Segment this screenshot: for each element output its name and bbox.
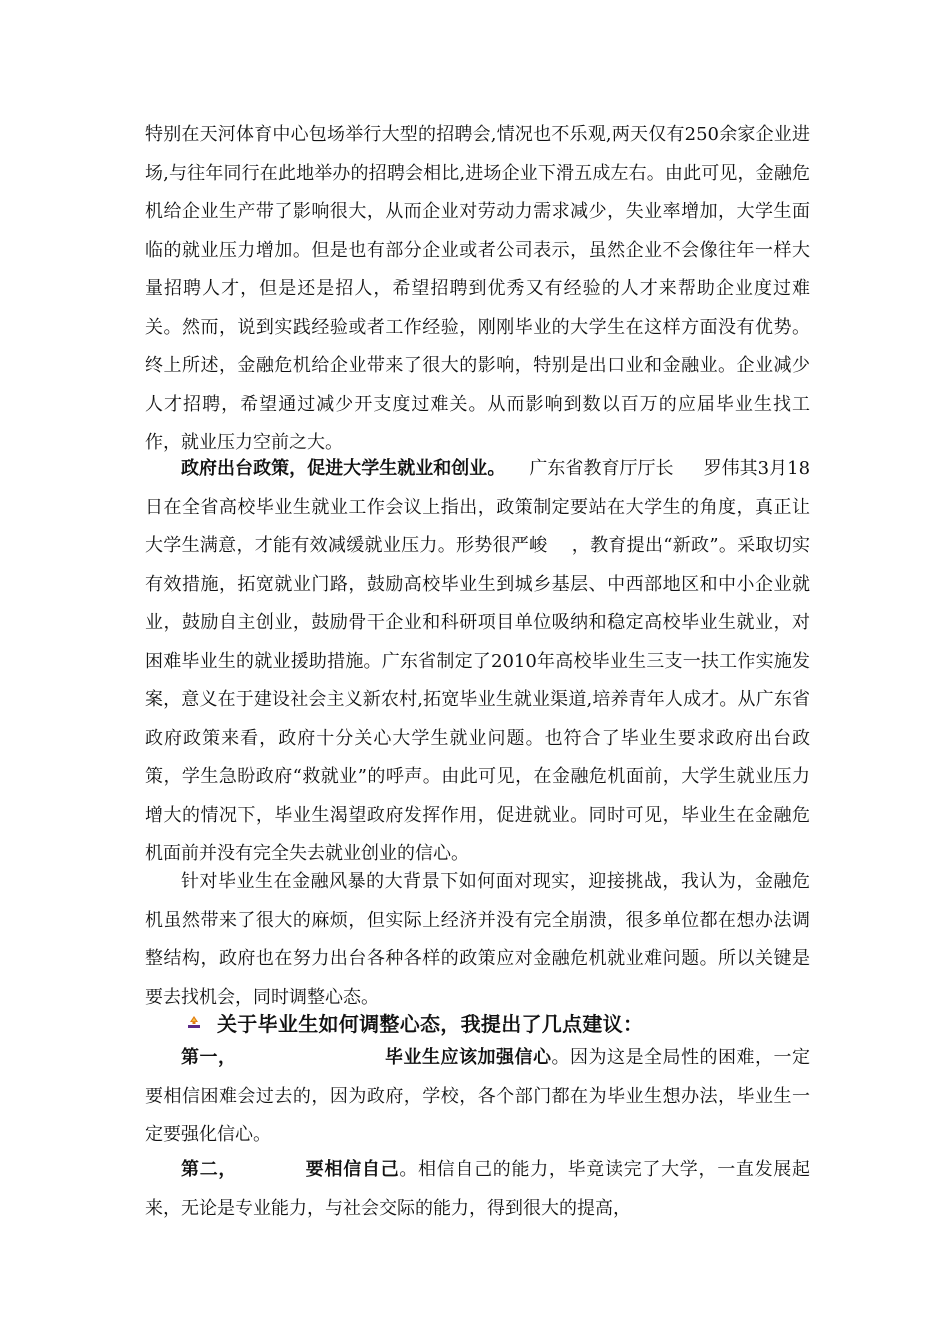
section-heading — [185, 1002, 825, 1042]
suggestion-title: 要相信自己 — [305, 1159, 400, 1180]
paragraph-employment-impact — [145, 116, 810, 463]
suggestion-label: 第二， — [181, 1159, 238, 1180]
suggestion-second — [145, 1151, 810, 1228]
paragraph-government-policy — [145, 450, 810, 874]
suggestion-first — [145, 1039, 810, 1155]
suggestion-title: 毕业生应该加强信心 — [384, 1047, 552, 1068]
paragraph-recommendation-intro — [145, 863, 810, 1017]
suggestion-body: 。相信自己的能力，毕竟读完了大学，一直发展起来，无论是专业能力，与社会交际的能力，得到很大的提高， — [145, 1159, 811, 1219]
paragraph-lead-bold: 政府出台政策，促进大学生就业和创业。 — [181, 458, 506, 479]
paragraph-text: 针对毕业生在金融风暴的大背景下如何面对现实，迎接挑战，我认为，金融危机虽然带来了很大的麻烦，但实际上经济并没有完全崩溃，很多单位都在想办法调整结构，政府也在努力出台各种各样的政策应对金融危机就业难问题。所以关键是要去找机会，同时调整心态。 — [145, 871, 810, 1008]
paragraph-text-c: ，教育提出“新政”。采取切实有效措施，拓宽就业门路，鼓励高校毕业生到城乡基层、中西部地区和中小企业就业，鼓励自主创业，鼓励骨干企业和科研项目单位吸纳和稳定高校毕业生就业，对困难毕业生的就业援助措施。广东省制定了2010年高校毕业生三支一扶工作实施发案，意义在于建设社会主义新农村,拓宽毕业生就业渠道,培养青年人成才。从广东省政府政策来看，政府十分关心大学生就业问题。也符合了毕业生要求政府出台政策，学生急盼政府“救就业”的呼声。由此可见，在金融危机面前，大学生就业压力增大的情况下，毕业生渴望政府发挥作用，促进就业。同时可见，毕业生在金融危机面前并没有完全失去就业创业的信心。 — [145, 535, 811, 864]
paragraph-text-b: 罗伟其3月18日在全省高校毕业生就业工作会议上指出，政策制定要站在大学生的角度，真正让大学生满意，才能有效减缓就业压力。形势很严峻 — [145, 458, 811, 556]
bullet-arrow-icon — [185, 1013, 203, 1031]
suggestion-label: 第一， — [181, 1047, 237, 1068]
paragraph-text-a: 广东省教育厅厅长 — [529, 458, 674, 479]
suggestion-body: 。因为这是全局性的困难，一定要相信困难会过去的，因为政府，学校，各个部门都在为毕业生想办法，毕业生一定要强化信心。 — [145, 1047, 810, 1145]
heading-text: 关于毕业生如何调整心态，我提出了几点建议： — [217, 1011, 644, 1036]
paragraph-text: 特别在天河体育中心包场举行大型的招聘会,情况也不乐观,两天仅有250余家企业进场,与往年同行在此地举办的招聘会相比,进场企业下滑五成左右。由此可见，金融危机给企业生产带了影响很大，从而企业对劳动力需求减少，失业率增加，大学生面临的就业压力增加。但是也有部分企业或者公司表示，虽然企业不会像往年一样大量招聘人才，但是还是招人，希望招聘到优秀又有经验的人才来帮助企业度过难关。然而，说到实践经验或者工作经验，刚刚毕业的大学生在这样方面没有优势。终上所述，金融危机给企业带来了很大的影响，特别是出口业和金融业。企业减少人才招聘，希望通过减少开支度过难关。从而影响到数以百万的应届毕业生找工作，就业压力空前之大。 — [145, 124, 810, 453]
